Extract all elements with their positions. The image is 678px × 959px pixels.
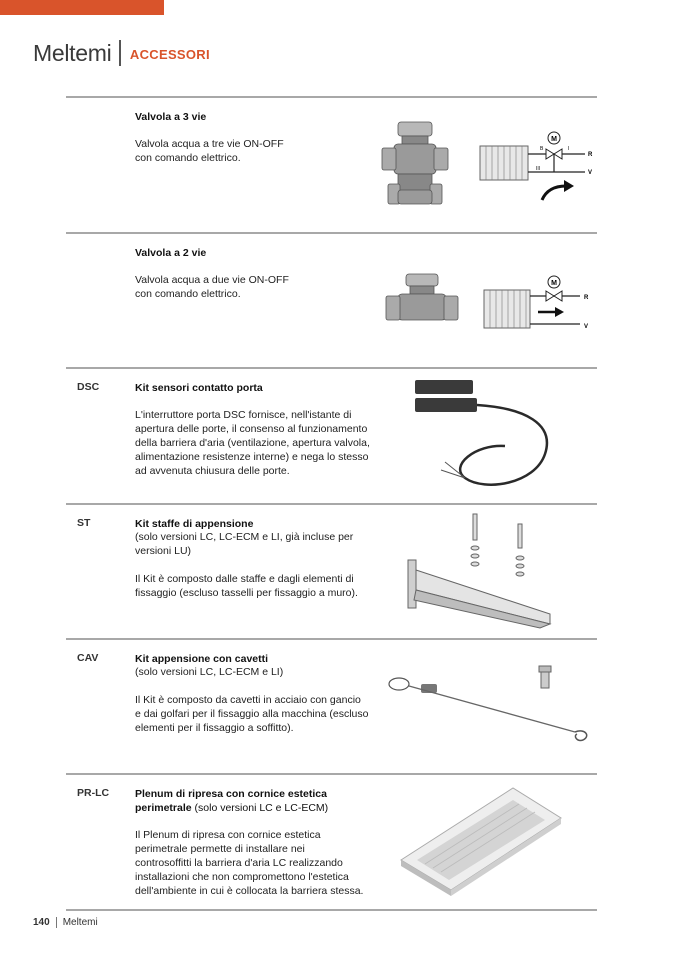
motor-label: M (551, 136, 557, 143)
item-description: L'interruttore porta DSC fornisce, nell'istante di apertura delle porte, il consenso al funzionamento della barriera d'aria (ventilazione, apertura valvola, alimentazione resistenze interne) e nega lo stesso ad avvenuta chiusura delle porte. (135, 409, 370, 477)
brand-title: Meltemi (33, 39, 112, 66)
item-subtitle: (solo versioni LC, LC-ECM e LI, già incluse per versioni LU) (135, 531, 354, 557)
divider (66, 909, 597, 911)
section-title: ACCESSORI (129, 47, 210, 62)
item-title-main: Plenum di ripresa con cornice estetica perimetrale (135, 788, 327, 814)
item-description: Il Plenum di ripresa con cornice estetica perimetrale permette di installare nei controsoffitti la barriera d'aria LC realizzando installazioni che non compromettono l'estetica dell'ambiente in cui è collocata la barriera stessa. (135, 829, 364, 897)
item-description: Il Kit è composto dalle staffe e dagli elementi di fissaggio (escluso tasselli per fissaggio a muro). (135, 573, 358, 599)
item-code: DSC (77, 381, 100, 393)
page-header (33, 38, 210, 68)
two-way-valve-image (380, 268, 600, 334)
footer-brand: Meltemi (62, 917, 98, 928)
header-separator (119, 40, 121, 66)
diagram-label: V (588, 170, 593, 176)
divider (66, 232, 597, 234)
item-title: Kit appensione con cavetti (135, 653, 269, 665)
plenum-image (395, 782, 565, 900)
item-description: Valvola acqua a due vie ON-OFF con comando elettrico. (135, 274, 289, 300)
divider (66, 773, 597, 775)
item-subtitle: (solo versioni LC, LC-ECM e LI) (135, 666, 284, 678)
item-title: Valvola a 3 vie (135, 111, 207, 123)
page-footer (33, 917, 98, 928)
item-description: Il Kit è composto da cavetti in acciaio con gancio e dai golfari per il fissaggio alla macchina (escluso elementi per il fissaggio a soffitto). (135, 694, 369, 734)
item-title-suffix: (solo versioni LC e LC-ECM) (191, 802, 329, 814)
divider (66, 367, 597, 369)
page-number: 140 (33, 917, 50, 928)
item-title (135, 787, 375, 815)
two-way-diagram (484, 276, 589, 330)
item-code: PR-LC (77, 787, 110, 799)
divider (66, 503, 597, 505)
item-description: Valvola acqua a tre vie ON-OFF con comando elettrico. (135, 138, 284, 164)
door-sensor-kit-image (405, 374, 565, 496)
diagram-label: R (584, 295, 589, 301)
item-title: Kit sensori contatto porta (135, 382, 263, 394)
top-accent-bar (0, 0, 164, 15)
divider (66, 638, 597, 640)
three-way-valve-image (380, 118, 600, 210)
bracket-kit-image (400, 510, 580, 632)
item-title: Kit staffe di appensione (135, 518, 254, 530)
cable-kit-image (385, 664, 605, 748)
diagram-label: I (568, 146, 570, 152)
item-code: CAV (77, 652, 99, 664)
diagram-label: R (588, 152, 593, 158)
three-way-diagram (480, 132, 593, 200)
diagram-label: B (540, 146, 544, 152)
diagram-label: V (584, 324, 589, 330)
item-code: ST (77, 517, 91, 529)
footer-separator (56, 917, 57, 928)
item-title: Valvola a 2 vie (135, 247, 207, 259)
motor-label: M (551, 280, 557, 287)
diagram-label: III (536, 166, 541, 172)
divider (66, 96, 597, 98)
